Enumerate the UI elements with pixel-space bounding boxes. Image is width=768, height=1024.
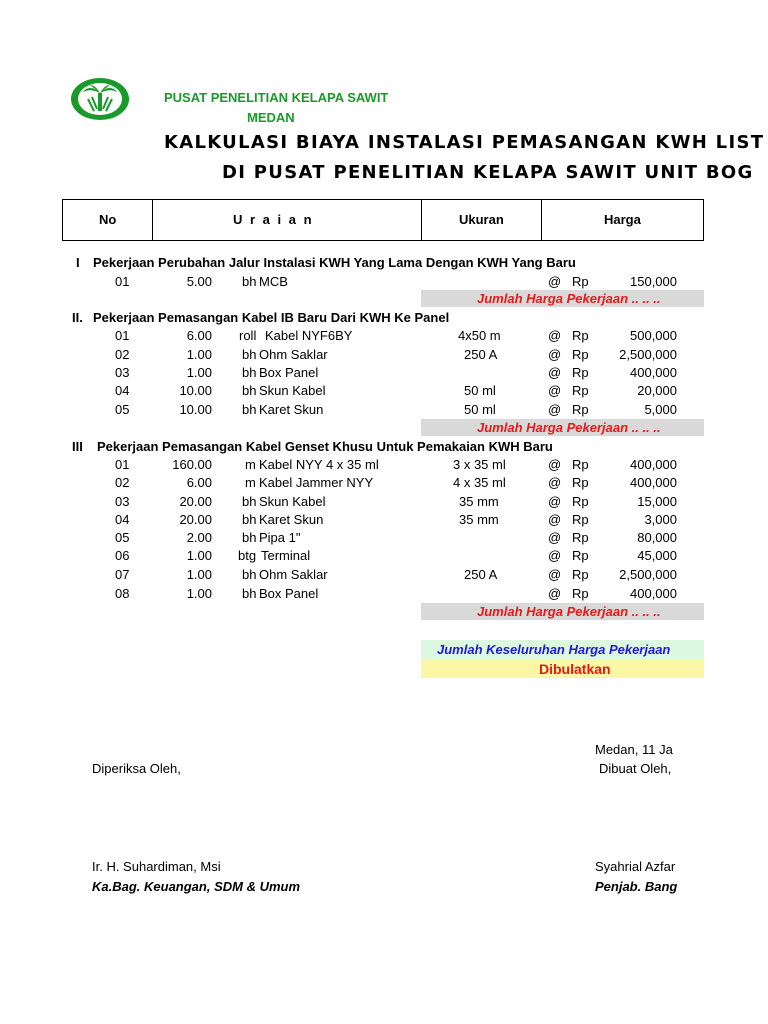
item-no: 01 <box>115 328 130 343</box>
item-unit: bh <box>242 586 257 601</box>
item-name: Karet Skun <box>259 402 324 417</box>
item-no: 01 <box>115 274 130 289</box>
item-currency: Rp <box>572 530 589 545</box>
item-no: 04 <box>115 383 130 398</box>
organization-name: PUSAT PENELITIAN KELAPA SAWIT <box>164 90 389 105</box>
item-price: 20,000 <box>637 383 677 398</box>
item-no: 04 <box>115 512 130 527</box>
item-unit: bh <box>242 347 257 362</box>
item-unit: bh <box>242 494 257 509</box>
item-no: 02 <box>115 475 130 490</box>
item-unit: m <box>245 457 256 472</box>
item-qty: 6.00 <box>186 475 212 490</box>
section-number: II. <box>72 310 83 325</box>
item-qty: 1.00 <box>186 365 212 380</box>
item-currency: Rp <box>572 347 589 362</box>
column-header-harga: Harga <box>604 212 641 227</box>
item-at: @ <box>548 402 562 417</box>
column-header-ukuran: Ukuran <box>459 212 504 227</box>
item-currency: Rp <box>572 567 589 582</box>
item-currency: Rp <box>572 494 589 509</box>
item-price: 80,000 <box>637 530 677 545</box>
item-unit: m <box>245 475 256 490</box>
item-no: 06 <box>115 548 130 563</box>
item-qty: 6.00 <box>186 328 212 343</box>
item-currency: Rp <box>572 586 589 601</box>
item-unit: bh <box>242 383 257 398</box>
item-no: 02 <box>115 347 130 362</box>
item-size: 3 x 35 ml <box>453 457 506 472</box>
item-price: 5,000 <box>644 402 677 417</box>
item-name: Ohm Saklar <box>259 347 328 362</box>
item-currency: Rp <box>572 457 589 472</box>
item-size: 4 x 35 ml <box>453 475 506 490</box>
item-name: Skun Kabel <box>259 383 326 398</box>
item-currency: Rp <box>572 475 589 490</box>
item-no: 08 <box>115 586 130 601</box>
subtotal-label: Jumlah Harga Pekerjaan .. .. .. <box>477 291 661 306</box>
preparer-name: Syahrial Azfar <box>595 859 676 874</box>
item-unit: bh <box>242 567 257 582</box>
item-no: 07 <box>115 567 130 582</box>
item-price: 400,000 <box>630 365 677 380</box>
item-at: @ <box>548 383 562 398</box>
section-title: Pekerjaan Pemasangan Kabel IB Baru Dari KWH Ke Panel <box>93 310 450 325</box>
item-at: @ <box>548 567 562 582</box>
item-price: 3,000 <box>644 512 677 527</box>
item-unit: bh <box>242 530 257 545</box>
item-at: @ <box>548 512 562 527</box>
item-qty: 1.00 <box>186 586 212 601</box>
item-size: 250 A <box>464 347 498 362</box>
item-currency: Rp <box>572 328 589 343</box>
item-qty: 2.00 <box>186 530 212 545</box>
item-qty: 160.00 <box>172 457 212 472</box>
item-at: @ <box>548 475 562 490</box>
item-price: 150,000 <box>630 274 677 289</box>
organization-city: MEDAN <box>247 110 295 125</box>
item-price: 400,000 <box>630 475 677 490</box>
item-size: 50 ml <box>464 383 496 398</box>
item-name: Kabel NYY 4 x 35 ml <box>259 457 379 472</box>
item-price: 400,000 <box>630 457 677 472</box>
subtotal-label: Jumlah Harga Pekerjaan .. .. .. <box>477 604 661 619</box>
item-unit: bh <box>242 402 257 417</box>
item-at: @ <box>548 548 562 563</box>
item-price: 2,500,000 <box>619 347 677 362</box>
item-qty: 20.00 <box>179 494 212 509</box>
item-name: Box Panel <box>259 586 319 601</box>
item-at: @ <box>548 347 562 362</box>
item-qty: 5.00 <box>186 274 212 289</box>
item-currency: Rp <box>572 365 589 380</box>
item-name: Kabel NYF6BY <box>265 328 353 343</box>
item-qty: 10.00 <box>179 402 212 417</box>
item-size: 50 ml <box>464 402 496 417</box>
prepared-by-label: Dibuat Oleh, <box>599 761 672 776</box>
item-unit: btg <box>238 548 257 563</box>
item-at: @ <box>548 274 562 289</box>
item-name: MCB <box>259 274 288 289</box>
item-at: @ <box>548 328 562 343</box>
item-unit: roll <box>239 328 257 343</box>
item-qty: 1.00 <box>186 567 212 582</box>
item-price: 15,000 <box>637 494 677 509</box>
item-at: @ <box>548 530 562 545</box>
item-qty: 20.00 <box>179 512 212 527</box>
item-price: 45,000 <box>637 548 677 563</box>
item-size: 250 A <box>464 567 498 582</box>
place-date: Medan, 11 Ja <box>595 742 673 757</box>
item-name: Terminal <box>261 548 311 563</box>
checked-by-label: Diperiksa Oleh, <box>92 761 181 776</box>
checker-position: Ka.Bag. Keuangan, SDM & Umum <box>92 879 301 894</box>
item-at: @ <box>548 365 562 380</box>
item-currency: Rp <box>572 274 589 289</box>
item-name: Kabel Jammer NYY <box>259 475 374 490</box>
item-size: 4x50 m <box>458 328 501 343</box>
item-currency: Rp <box>572 402 589 417</box>
item-name: Karet Skun <box>259 512 324 527</box>
item-no: 03 <box>115 494 130 509</box>
organization-logo <box>70 77 130 121</box>
item-no: 05 <box>115 530 130 545</box>
item-unit: bh <box>242 274 257 289</box>
item-currency: Rp <box>572 512 589 527</box>
section-title: Pekerjaan Perubahan Jalur Instalasi KWH Yang Lama Dengan KWH Yang Baru <box>93 255 576 270</box>
item-no: 03 <box>115 365 130 380</box>
item-no: 05 <box>115 402 130 417</box>
item-at: @ <box>548 586 562 601</box>
item-name: Skun Kabel <box>259 494 326 509</box>
subtotal-label: Jumlah Harga Pekerjaan .. .. .. <box>477 420 661 435</box>
item-at: @ <box>548 457 562 472</box>
item-no: 01 <box>115 457 130 472</box>
item-qty: 1.00 <box>186 347 212 362</box>
document-title: KALKULASI BIAYA INSTALASI PEMASANGAN KWH LIST <box>164 132 765 153</box>
preparer-position: Penjab. Bang <box>595 879 678 894</box>
section-number: III <box>72 439 83 454</box>
document-subtitle: DI PUSAT PENELITIAN KELAPA SAWIT UNIT BOG <box>222 162 754 183</box>
item-price: 2,500,000 <box>619 567 677 582</box>
table-header <box>62 199 704 241</box>
item-price: 500,000 <box>630 328 677 343</box>
item-name: Pipa 1" <box>259 530 301 545</box>
rounded-total-label: Dibulatkan <box>539 661 611 677</box>
item-size: 35 mm <box>459 512 499 527</box>
item-currency: Rp <box>572 383 589 398</box>
item-qty: 10.00 <box>179 383 212 398</box>
item-at: @ <box>548 494 562 509</box>
section-number: I <box>76 255 80 270</box>
item-price: 400,000 <box>630 586 677 601</box>
grand-total-label: Jumlah Keseluruhan Harga Pekerjaan <box>437 642 671 657</box>
column-header-uraian: U r a i a n <box>233 212 314 227</box>
item-name: Box Panel <box>259 365 319 380</box>
section-title: Pekerjaan Pemasangan Kabel Genset Khusu Untuk Pemakaian KWH Baru <box>97 439 553 454</box>
item-qty: 1.00 <box>186 548 212 563</box>
item-currency: Rp <box>572 548 589 563</box>
item-name: Ohm Saklar <box>259 567 328 582</box>
column-header-no: No <box>99 212 117 227</box>
item-size: 35 mm <box>459 494 499 509</box>
item-unit: bh <box>242 365 257 380</box>
item-unit: bh <box>242 512 257 527</box>
checker-name: Ir. H. Suhardiman, Msi <box>92 859 221 874</box>
